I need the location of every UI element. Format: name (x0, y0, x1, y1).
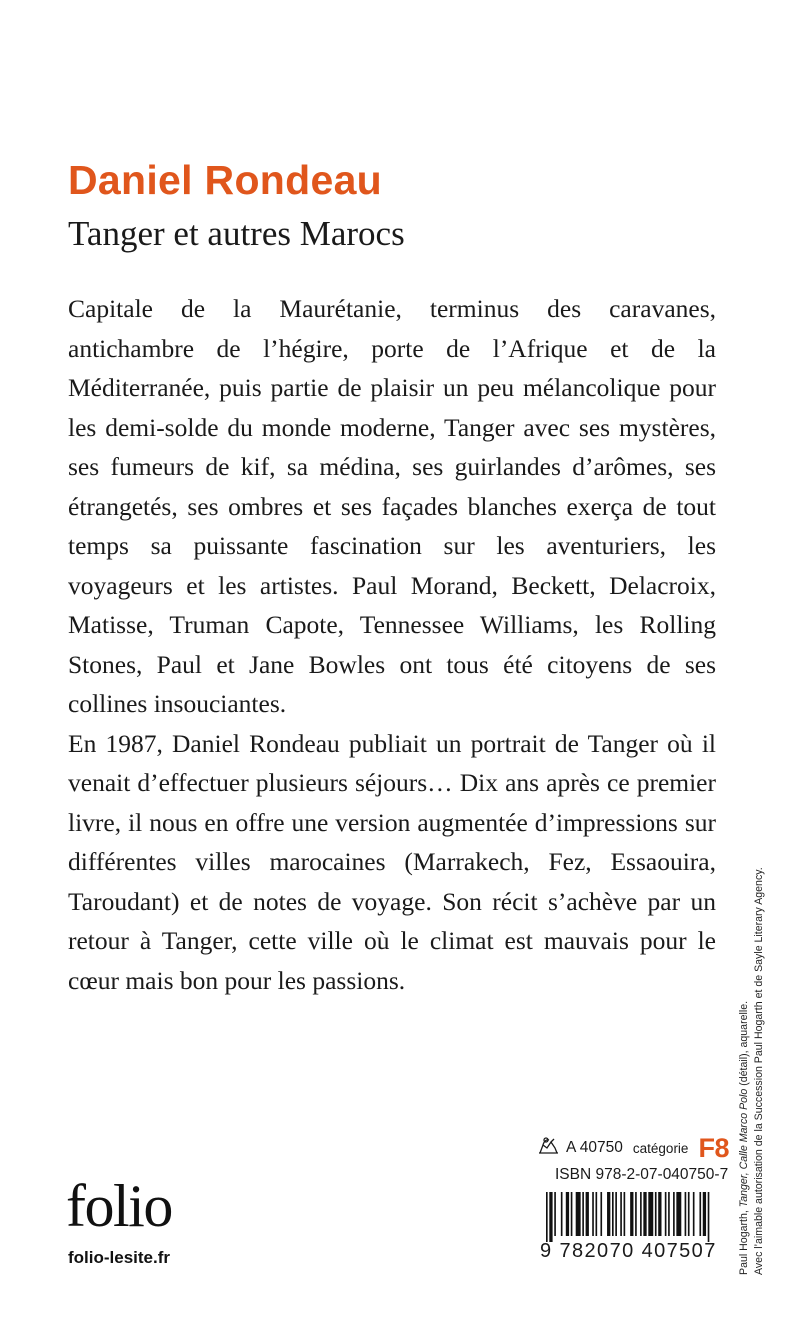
catalog-line (537, 1132, 729, 1163)
barcode-bar (676, 1192, 681, 1236)
barcode-bar (592, 1192, 594, 1236)
barcode-bar (615, 1192, 617, 1236)
barcode-bar (665, 1192, 667, 1236)
barcode-bar (655, 1192, 657, 1236)
credit-line-1 (737, 867, 752, 1275)
barcode-bar (693, 1192, 695, 1236)
category-value: F8 (698, 1132, 729, 1163)
credit-medium: (détail), aquarelle. (738, 1000, 750, 1089)
barcode-bar (708, 1192, 710, 1242)
credit-artist: Paul Hogarth, (738, 1207, 750, 1275)
book-title: Tanger et autres Marocs (68, 214, 405, 253)
back-cover-blurb (68, 289, 716, 1000)
rider-mark-icon (537, 1136, 559, 1160)
barcode-bar (699, 1192, 701, 1236)
barcode-bar (600, 1192, 602, 1236)
barcode-digits: 9 782070 407507 (540, 1240, 717, 1262)
barcode-bar (673, 1192, 675, 1236)
category-label: catégorie (632, 1140, 689, 1156)
barcode-bar (546, 1192, 548, 1242)
barcode-bar (668, 1192, 670, 1236)
barcode-bar (648, 1192, 653, 1236)
blurb-paragraph-1: Capitale de la Maurétanie, terminus des caravanes, antichambre de l’hégire, porte de l’Afrique et de la Méditerranée, puis partie de plaisir un peu mélancolique pour les demi-solde du monde moderne, Tanger avec ses mystères, ses fumeurs de kif, sa médina, ses guirlandes d’arômes, ses étrangetés, ses ombres et ses façades blanches exerça de tout temps sa puissante fascination sur les aventuriers, les voyageurs et les artistes. Paul Morand, Beckett, Delacroix, Matisse, Truman Capote, Tennessee Williams, les Rolling Stones, Paul et Jane Bowles ont tous été citoyens de ses collines insouciantes. (68, 294, 716, 718)
barcode-bar (685, 1192, 687, 1236)
author-name: Daniel Rondeau (68, 157, 383, 203)
isbn-number: ISBN 978-2-07-040750-7 (555, 1166, 729, 1183)
barcode-bar (630, 1192, 633, 1236)
barcode-bar (635, 1192, 637, 1236)
barcode-bar (571, 1192, 573, 1236)
barcode-bar (688, 1192, 690, 1236)
barcode-bar (566, 1192, 569, 1236)
barcode-bar (620, 1192, 622, 1236)
publisher-website: folio-lesite.fr (68, 1248, 171, 1267)
credit-line-2: Avec l’aimable autorisation de la Succession Paul Hogarth et de Sayle Literary Agency. (753, 867, 765, 1275)
barcode-bar (612, 1192, 614, 1236)
blurb-paragraph-2: En 1987, Daniel Rondeau publiait un portrait de Tanger où il venait d’effectuer plusieurs séjours… Dix ans après ce premier livre, il nous en offre une version augmentée d’impressions sur différentes villes marocaines (Marrakech, Fez, Essaouira, Taroudant) et de notes de voyage. Son récit s’achève par un retour à Tanger, cette ville où le climat est mauvais pour le cœur mais bon pour les passions. (68, 728, 716, 995)
barcode-bar (554, 1192, 556, 1236)
credit-work-title: Tanger, Calle Marco Polo (738, 1088, 750, 1208)
barcode-bar (576, 1192, 581, 1236)
barcode-bar (640, 1192, 642, 1236)
catalog-code: A 40750 (566, 1139, 623, 1156)
barcode-bar (643, 1192, 646, 1236)
folio-logo: folio (66, 1173, 172, 1239)
barcode-bar (561, 1192, 563, 1236)
barcode-bar (596, 1192, 598, 1236)
barcode-bar (586, 1192, 589, 1236)
barcode (540, 1192, 716, 1242)
barcode-bar (658, 1192, 661, 1236)
barcode-bar (624, 1192, 626, 1236)
cover-art-credit (737, 867, 767, 1275)
barcode-bar (607, 1192, 610, 1236)
barcode-bar (549, 1192, 552, 1242)
barcode-bar (703, 1192, 706, 1236)
barcode-bar (582, 1192, 584, 1236)
